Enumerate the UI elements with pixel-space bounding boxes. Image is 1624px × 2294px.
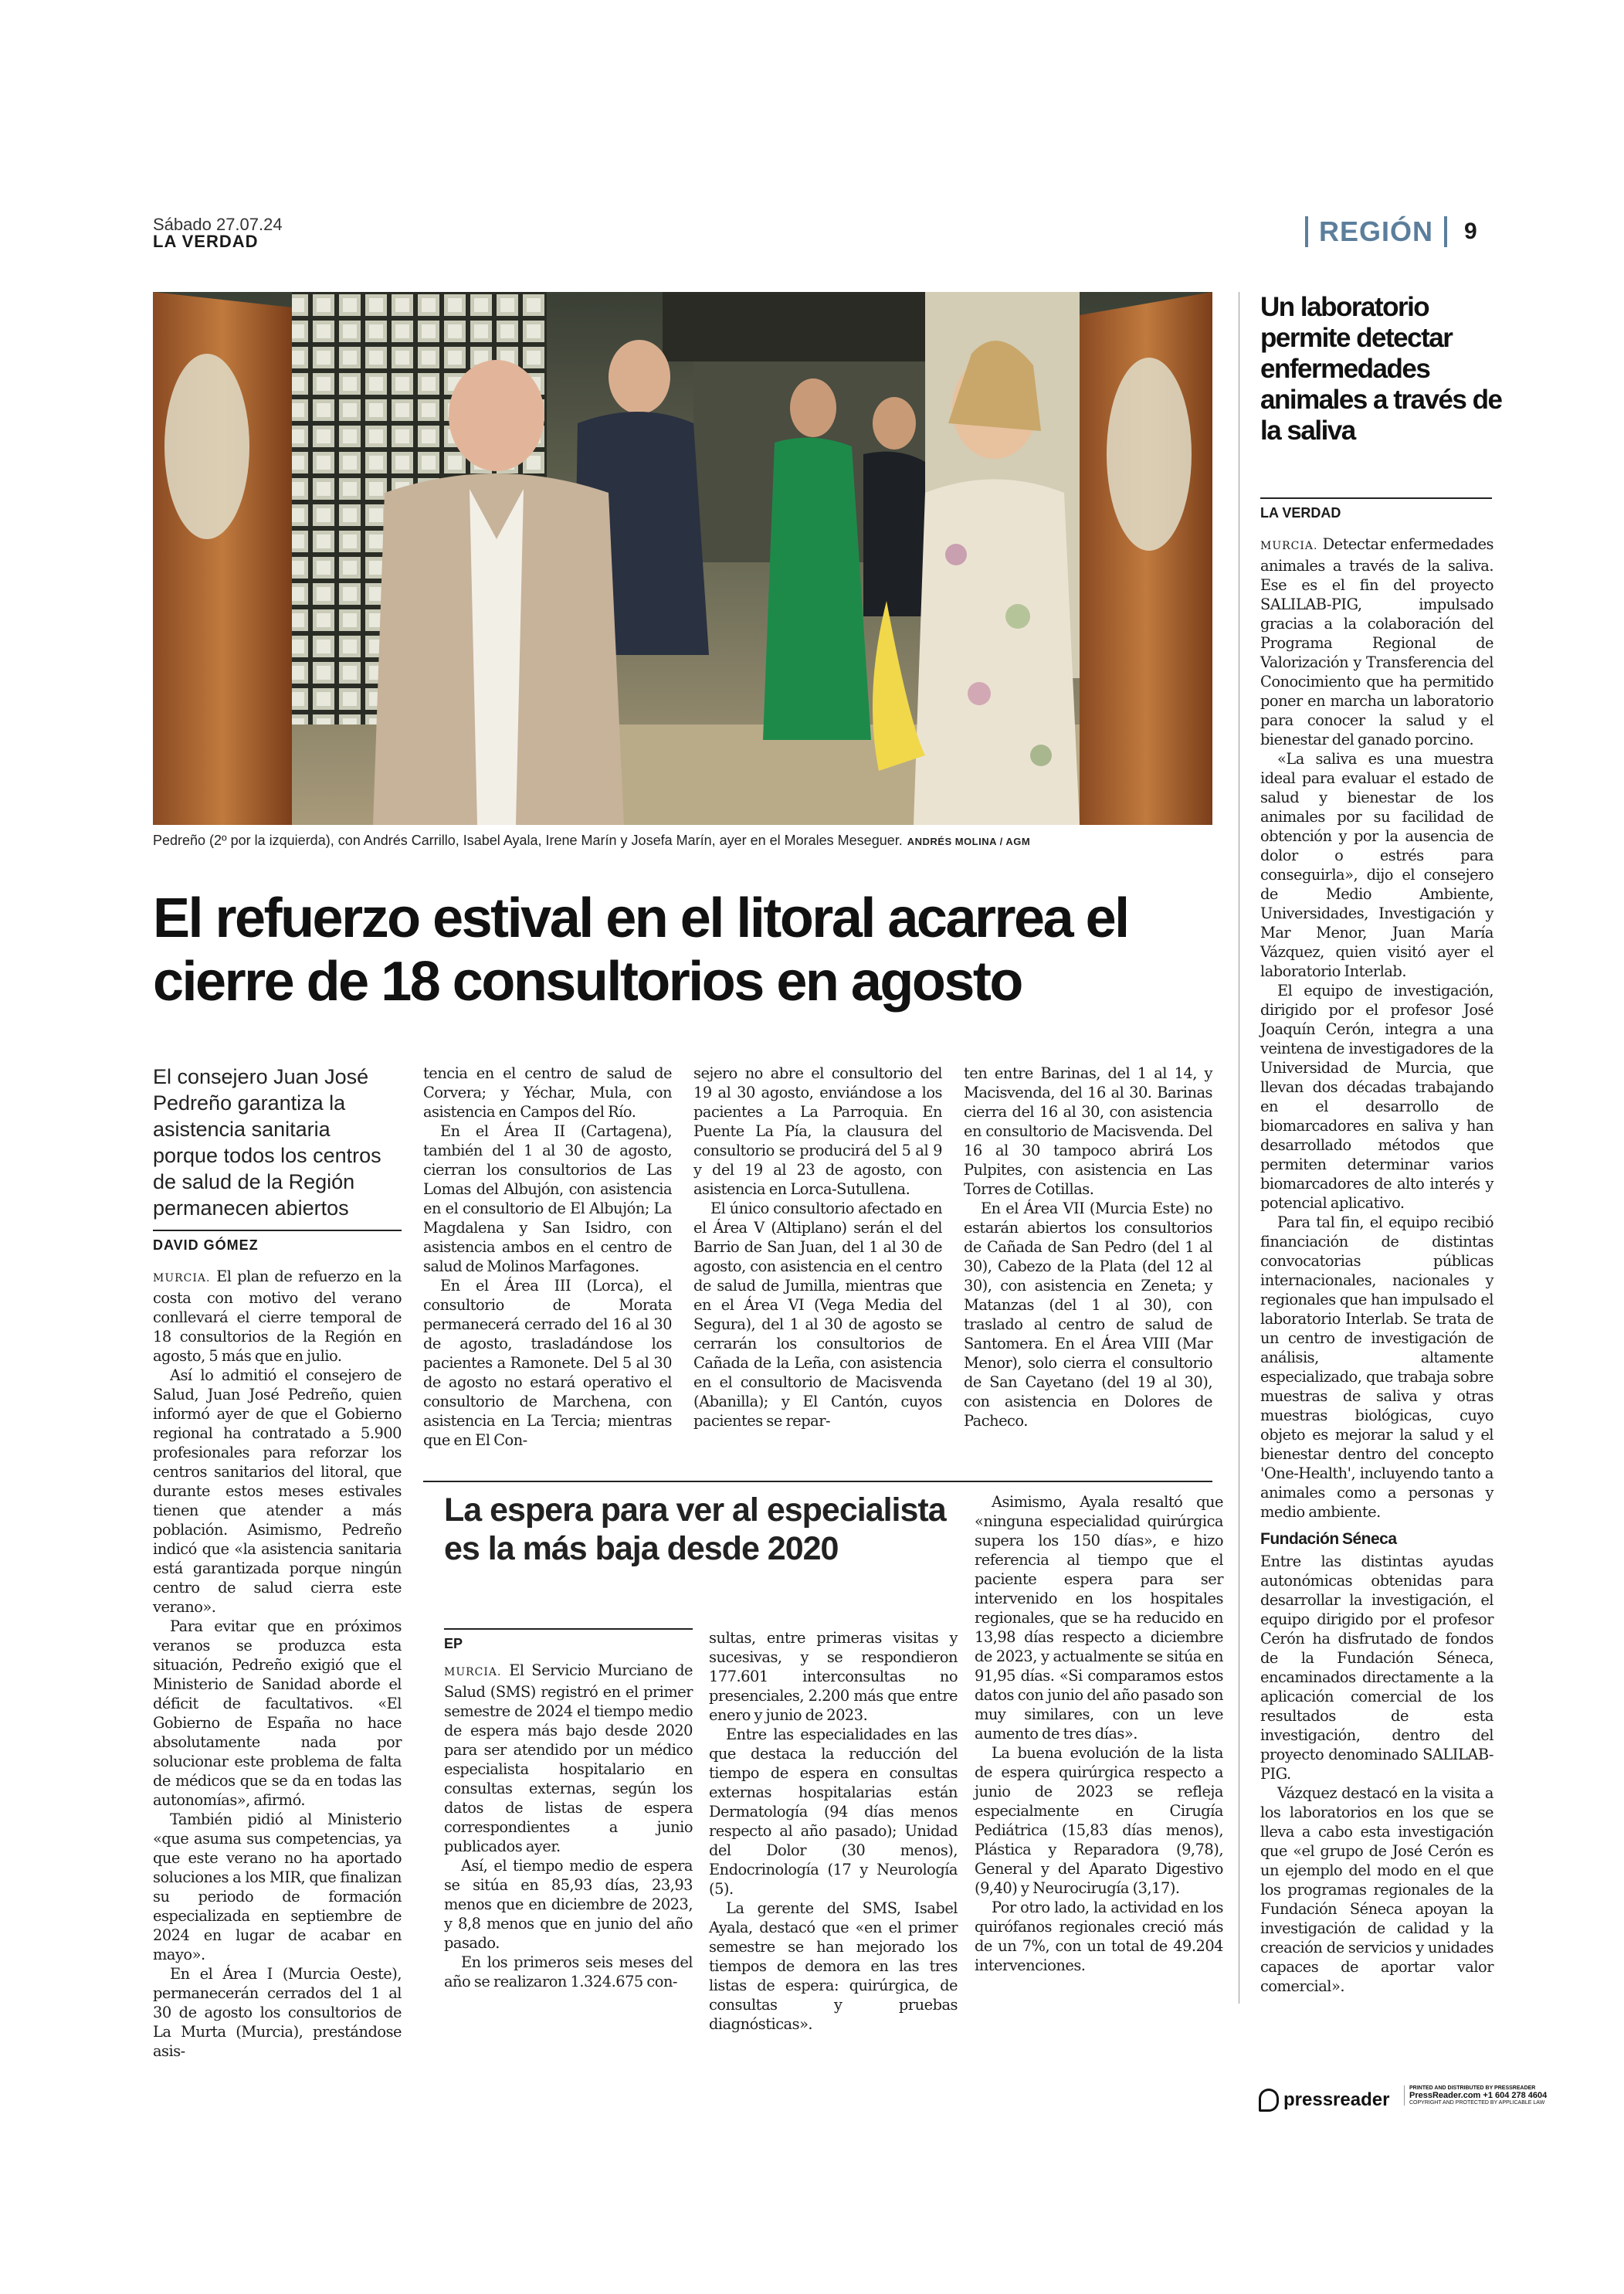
dateline: MURCIA. [444,1666,502,1678]
main-article-col-2 [423,1064,672,1450]
paragraph: Para tal fin, el equipo recibió financiación de distintas convocatorias públicas internacionales, nacionales y regionales que han impulsado el laboratorio Interlab. Se trata de un centro de investigación de análisis, altamente especializado, que trabaja sobre muestras de saliva y otras muestras biológicas, cuyo objeto es mejorar la salud y el bienestar dentro del concepto 'One-Health', incluyendo tanto a animales como a personas y medio ambiente. [1260,1213,1493,1521]
paragraph: sultas, entre primeras visitas y sucesivas, y se respondieron 177.601 interconsultas no presenciales, 2.200 más que entre enero y junio de 2023. [709,1629,958,1724]
paragraph: sejero no abre el consultorio del 19 al 30 agosto, enviándose a los pacientes a La Parroquia. En Puente La Pía, la clausura del consultorio se producirá del 5 al 9 y del 19 al 23 de agosto, con asistencia en Lorca-Sutullena. [693,1064,942,1198]
paragraph: Para evitar que en próximos veranos se produzca esta situación, Pedreño exigió que el Ministerio de Sanidad aborde el déficit de facultativos. «El Gobierno de España no hace absolutamente nada por solucionar este problema de falta de médicos que se da en todas las autonomías», afirmó. [153,1617,402,1809]
sidebar-subhead: Fundación Séneca [1260,1530,1397,1548]
paragraph: En el Área I (Murcia Oeste), permanecerán cerrados del 1 al 30 de agosto los consultorios de La Murta (Murcia), prestándose asis- [153,1965,402,2060]
article-photo [153,292,1212,825]
paragraph: Entre las distintas ayudas autonómicas obtenidas para desarrollar la investigación, el equipo dirigido por el profesor Cerón ha disfrutado de fondos de la Fundación Séneca, encaminados directamente a la aplicación comercial de los resultados de esta investigación, dentro del proyecto denominado SALILAB-PIG. [1260,1553,1493,1783]
paragraph: En el Área VII (Murcia Este) no estarán abiertos los consultorios de Cañada de San Pedro (del 1 al 30), Cabezo de la Plata (del 12 al 30), con asistencia en Zeneta; y Matanzas (del 1 al 30), con traslado al centro de salud de Santomera. En el Área VIII (Mar Menor), solo cierra el consultorio de San Cayetano (del 19 al 30), con asistencia en Dolores de Pacheco. [964,1200,1212,1430]
article-byline: DAVID GÓMEZ [153,1230,402,1254]
second-article-col-2 [709,1628,958,2034]
paragraph: MURCIA. El plan de refuerzo en la costa con motivo del verano conllevará el cierre temporal de 18 consultorios de la Región en agosto, 5 más que en julio. [153,1267,402,1365]
page-number: 9 [1464,219,1477,244]
newspaper-name: LA VERDAD [153,232,259,251]
dateline: MURCIA. [1260,540,1318,552]
paragraph: «La saliva es una muestra ideal para evaluar el estado de salud y bienestar de los animales por su facilidad de obtención y por la ausencia de dolor o estrés para conseguirla», dijo el consejero de Medio Ambiente, Universidades, Investigación y Mar Menor, Juan María Vázquez, quien visitó ayer el laboratorio Interlab. [1260,750,1493,980]
main-article-col-1 [153,1267,402,2061]
dateline: MURCIA. [153,1272,211,1284]
pressreader-icon [1259,2089,1279,2112]
paragraph: Así lo admitió el consejero de Salud, Juan José Pedreño, quien informó ayer de que el Gobierno regional ha contratado a 5.900 profesionales para reforzar los centros sanitarios del litoral, que durante estos meses estivales tienen que atender a más población. Asimismo, Pedreño indicó que «la asistencia sanitaria está garantizada porque ningún centro de salud cierra este verano». [153,1366,402,1616]
paragraph: La gerente del SMS, Isabel Ayala, destacó que «en el primer semestre se han mejorado los tiempos de demora en las tres listas de espera: quirúrgica, de consultas y pruebas diagnósticas». [709,1899,958,2033]
paragraph: En los primeros seis meses del año se realizaron 1.324.675 con- [444,1953,693,1990]
main-article-col-3 [693,1064,942,1430]
paragraph: Vázquez destacó en la visita a los laboratorios en los que se lleva a cabo esta investigación que «el grupo de José Cerón es un ejemplo del modo en el que los programas regionales de la Fundación Séneca apoyan la investigación de calidad y la creación de servicios y unidades capaces de aportar valor comercial». [1260,1784,1493,1995]
pressreader-info [1404,2085,1568,2106]
second-article-col-1 [444,1661,693,1991]
paragraph: tencia en el centro de salud de Corvera; y Yéchar, Mula, con asistencia en Campos del Río. [423,1064,672,1121]
paragraph: Así, el tiempo medio de espera se sitúa en 85,93 días, 23,93 menos que en diciembre de 2023, y 8,8 menos que en junio del año pasado. [444,1857,693,1952]
pressreader-wordmark: pressreader [1283,2089,1390,2110]
paragraph: ten entre Barinas, del 1 al 14, y Macisvenda, del 16 al 30. Barinas cierra del 16 al 30, con asistencia en consultorio de Macisvenda. Del 16 al 30 tampoco abrirá Los Pulpites, con asistencia en Las Torres de Cotillas. [964,1064,1212,1198]
article-deck: El consejero Juan José Pedreño garantiza la asistencia sanitaria porque todos los centros de salud de la Región permanecen abiertos [153,1065,381,1220]
paragraph: MURCIA. Detectar enfermedades animales a través de la saliva. Ese es el fin del proyecto SALILAB-PIG, impulsado gracias a la colaboración del Programa Regional de Valorización y Transferencia del Conocimiento que ha permitido poner en marcha un laboratorio para conocer la salud y el bienestar del ganado porcino. [1260,535,1493,748]
paragraph: Asimismo, Ayala resaltó que «ninguna especialidad quirúrgica supera los 150 días», e hizo referencia al tiempo que el paciente espera para ser intervenido en los hospitales regionales, que se ha reducido en 13,98 días respecto a diciembre de 2023, y actualmente se sitúa en 91,95 días. «Si comparamos estos datos con junio del año pasado son muy similares, con un leve aumento de tres días». [975,1493,1223,1743]
pressreader-logo [1259,2087,1389,2113]
main-article-col-4 [964,1064,1212,1430]
sidebar-headline: Un laboratorio permite detectar enfermedades animales a través de la saliva [1260,292,1502,446]
paragraph: En el Área II (Cartagena), también del 1 al 30 de agosto, cierran los consultorios de Las Lomas del Albujón, con asistencia en el consultorio de El Albujón; La Magdalena y San Isidro, con asistencia ambos en el centro de salud de Molinos Marfagones. [423,1122,672,1275]
contact-line: PressReader.com +1 604 278 4604 [1409,2091,1548,2100]
photo-credit: ANDRÉS MOLINA / AGM [907,836,1031,847]
main-headline: El refuerzo estival en el litoral acarrea el cierre de 18 consultorios en agosto [153,887,1128,1013]
distribution-note: PRINTED AND DISTRIBUTED BY PRESSREADER [1409,2085,1536,2091]
paragraph: En el Área III (Lorca), el consultorio de Morata permanecerá cerrado del 16 al 30 de agosto, trasladándose los pacientes a Ramonete. Del 5 al 30 de agosto no estará operativo el consultorio de Marchena, con asistencia en La Tercia; mientras que en El Con- [423,1277,672,1449]
caption-text: Pedreño (2º por la izquierda), con Andrés Carrillo, Isabel Ayala, Irene Marín y Josefa Marín, ayer en el Morales Meseguer. [153,833,903,848]
paragraph: MURCIA. El Servicio Murciano de Salud (SMS) registró en el primer semestre de 2024 el tiempo medio de espera más bajo desde 2020 para ser atendido por un médico especialista hospitalario en consultas externas, según los datos de listas de espera correspondientes a junio publicados ayer. [444,1661,693,1855]
paragraph: También pidió al Ministerio «que asuma sus competencias, ya que este verano no ha aportado soluciones a los MIR, que finalizan su periodo de formación especializada en septiembre de 2024 en lugar de acabar en mayo». [153,1810,402,1963]
photo-caption [153,833,1212,849]
second-byline: EP [444,1628,693,1652]
section-label: REGIÓN [1305,216,1447,247]
paragraph: La buena evolución de la lista de espera quirúrgica respecto a junio de 2023 se refleja especialmente en Cirugía Pediátrica (15,83 días menos), Plástica y Reparadora (9,78), General y del Aparato Digestivo (9,40) y Neurocirugía (3,17). [975,1744,1223,1897]
second-article-col-3 [975,1492,1223,1975]
sidebar-byline: LA VERDAD [1260,497,1492,521]
copyright-note: COPYRIGHT AND PROTECTED BY APPLICABLE LAW [1409,2100,1545,2106]
paragraph: El único consultorio afectado en el Área V (Altiplano) serán el del Barrio de San Juan, del 1 al 30 de agosto, con asistencia en el centro de salud de Jumilla, mientras que en el Área VI (Vega Media del Segura), del 1 al 30 de agosto se cerrarán los consultorios de Cañada de la Leña, con asistencia en el consultorio de Macisvenda (Abanilla); y El Cantón, cuyos pacientes se repar- [693,1200,942,1430]
paragraph: Entre las especialidades en las que destaca la reducción del tiempo de espera en consultas externas hospitalarias están Dermatología (94 días menos respecto al año pasado); Unidad del Dolor (30 menos), Endocrinología (17 y Neurología (5). [709,1726,958,1898]
second-headline: La espera para ver al especialista es la más baja desde 2020 [444,1491,946,1567]
sidebar-article-body [1260,534,1493,1996]
paragraph: El equipo de investigación, dirigido por el profesor José Joaquín Cerón, integra a una veintena de investigadores de la Universidad de Murcia, que llevan dos décadas trabajando en el desarrollo de biomarcadores en saliva y han desarrollado métodos que permiten determinar varios biomarcadores de alto interés y potencial aplicativo. [1260,982,1493,1212]
article-divider [423,1481,1212,1482]
issue-date: Sábado 27.07.24 [153,215,283,234]
paragraph: Por otro lado, la actividad en los quirófanos regionales creció más de un 7%, con un total de 49.204 intervenciones. [975,1899,1223,1974]
